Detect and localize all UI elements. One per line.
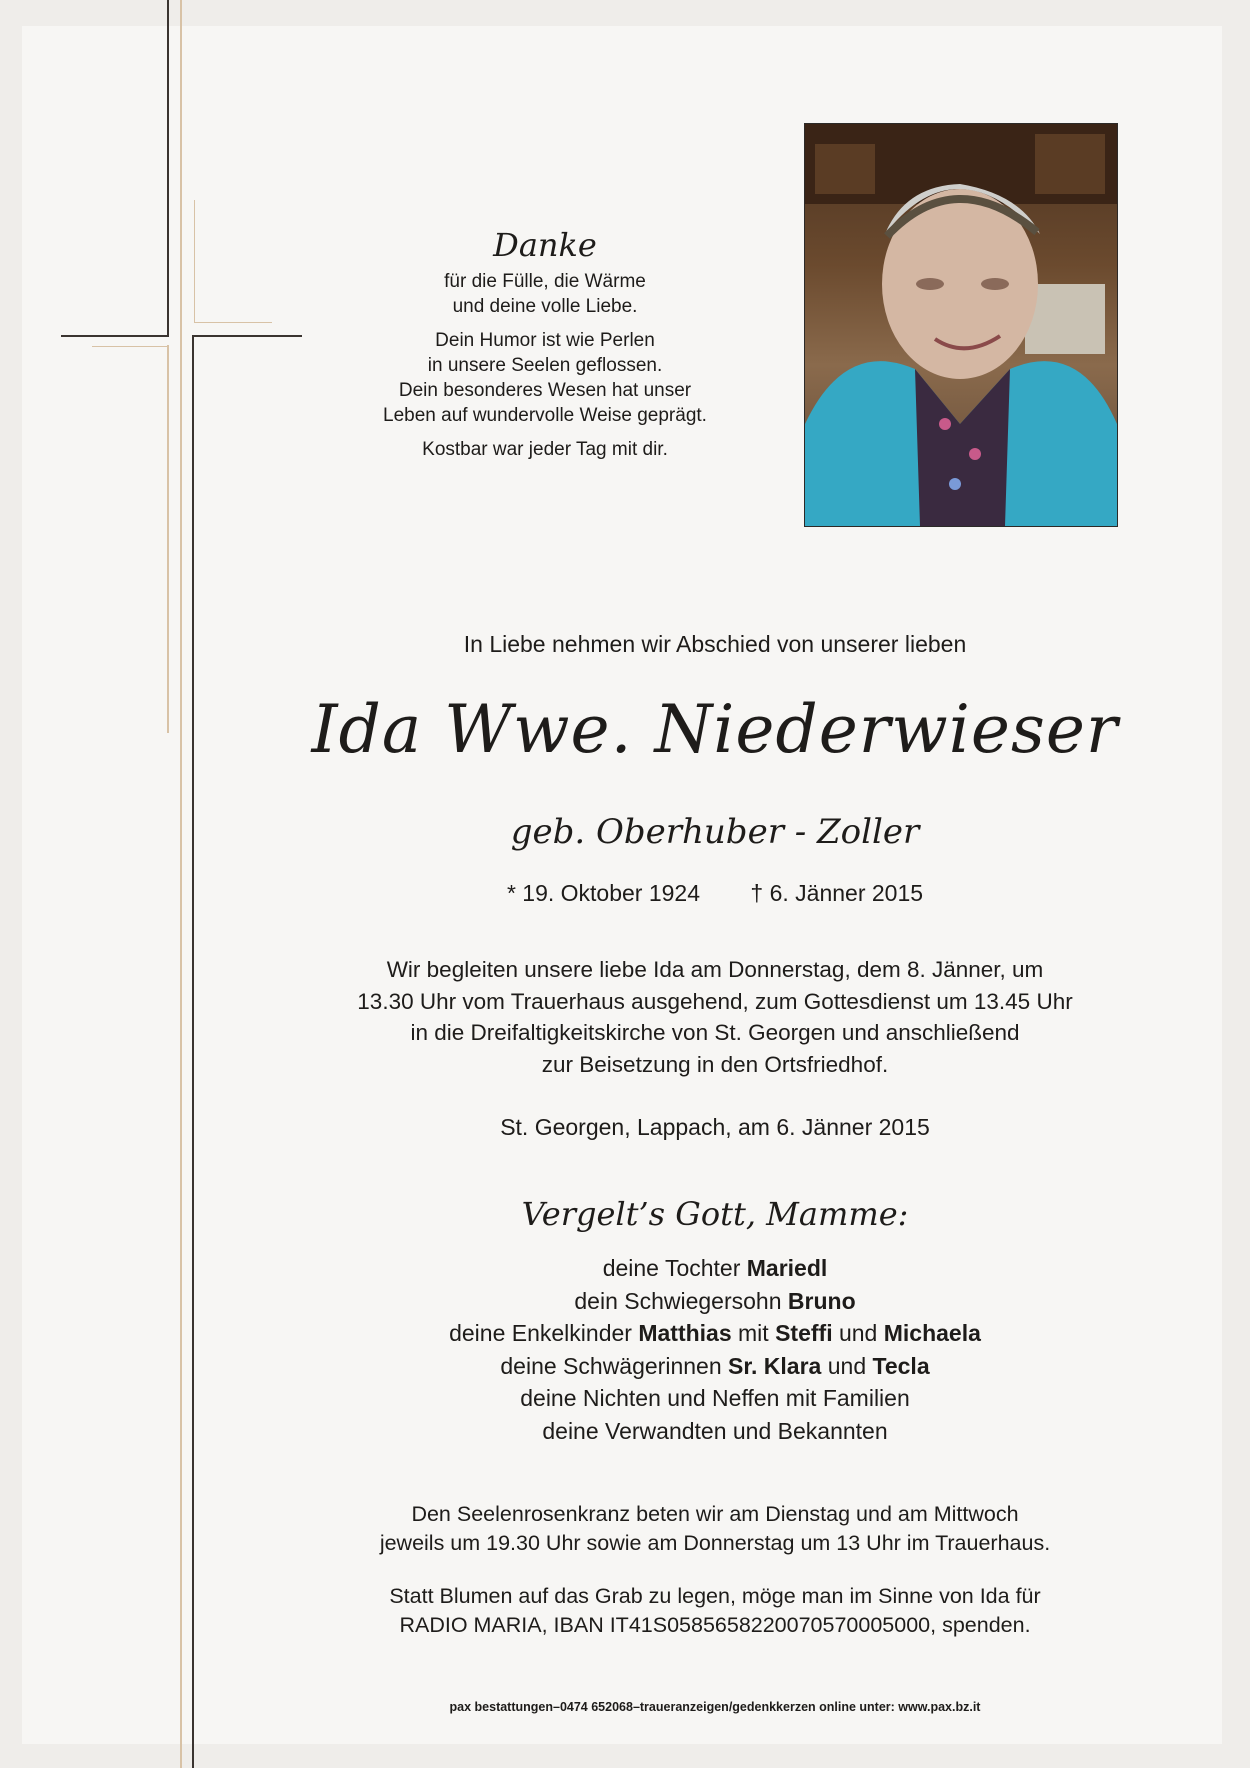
family-relation-text: und xyxy=(821,1352,873,1379)
family-member-name: Michaela xyxy=(883,1320,981,1346)
donation-notice xyxy=(330,1582,1100,1639)
family-relation-text: deine Schwägerinnen xyxy=(500,1352,728,1379)
poem-line: Kostbar war jeder Tag mit dir. xyxy=(422,439,668,460)
portrait-photo xyxy=(804,123,1118,527)
poem-line: Dein Humor ist wie Perlen xyxy=(435,330,655,351)
poem-line: für die Fülle, die Wärme xyxy=(444,271,646,292)
family-list xyxy=(330,1252,1100,1447)
intro-text: In Liebe nehmen wir Abschied von unserer lieben xyxy=(463,631,967,657)
family-relation-text: dein Schwiegersohn xyxy=(574,1287,788,1314)
donation-line: RADIO MARIA, IBAN IT41S0585658220070570005000, spenden. xyxy=(399,1612,1031,1637)
funeral-line: 13.30 Uhr vom Trauerhaus ausgehend, zum Gottesdienst um 13.45 Uhr xyxy=(357,988,1073,1014)
funeral-line: zur Beisetzung in den Ortsfriedhof. xyxy=(541,1051,889,1077)
place-date: St. Georgen, Lappach, am 6. Jänner 2015 xyxy=(500,1114,930,1140)
family-relation-text: deine Nichten und Neffen mit Familien xyxy=(520,1385,910,1411)
poem-line: Dein besonderes Wesen hat unser xyxy=(398,380,692,401)
family-member-name: Mariedl xyxy=(746,1255,828,1281)
poem-line: in unsere Seelen geflossen. xyxy=(427,355,663,376)
poem-stanza xyxy=(360,437,730,462)
birth-date: * 19. Oktober 1924 xyxy=(506,880,701,906)
family-line xyxy=(330,1350,1100,1383)
funeral-line: in die Dreifaltigkeitskirche von St. Georgen und anschließend xyxy=(410,1020,1020,1045)
maiden-name: geb. Oberhuber - Zoller xyxy=(510,812,920,852)
rosary-line: jeweils um 19.30 Uhr sowie am Donnerstag um 13 Uhr im Trauerhaus. xyxy=(379,1530,1051,1555)
family-relation-text: deine Verwandten und Bekannten xyxy=(542,1417,888,1444)
funeral-line: Wir begleiten unsere liebe Ida am Donnerstag, dem 8. Jänner, um xyxy=(386,957,1044,982)
family-member-name: Sr. Klara xyxy=(728,1352,822,1379)
family-relation-text: mit xyxy=(731,1320,776,1346)
poem-stanza xyxy=(360,269,730,319)
poem-line: Leben auf wundervolle Weise geprägt. xyxy=(383,405,707,426)
rosary-notice xyxy=(330,1500,1100,1557)
donation-line: Statt Blumen auf das Grab zu legen, möge man im Sinne von Ida für xyxy=(389,1584,1041,1608)
family-relation-text: deine Enkelkinder xyxy=(449,1320,639,1346)
funeral-notice xyxy=(330,954,1100,1080)
family-relation-text: deine Tochter xyxy=(602,1255,747,1281)
thanks-title: Vergelt’s Gott, Mamme: xyxy=(521,1195,909,1233)
danke-poem xyxy=(360,225,730,471)
deceased-name: Ida Wwe. Niederwieser xyxy=(311,691,1119,768)
family-line xyxy=(330,1317,1100,1350)
family-line xyxy=(330,1382,1100,1415)
family-member-name: Matthias xyxy=(638,1320,732,1346)
family-member-name: Tecla xyxy=(872,1352,930,1379)
family-member-name: Steffi xyxy=(775,1320,833,1346)
death-date: † 6. Jänner 2015 xyxy=(750,880,924,906)
poem-line: und deine volle Liebe. xyxy=(452,296,638,317)
family-member-name: Bruno xyxy=(787,1287,856,1314)
footer-credit: pax bestattungen–0474 652068–traueranzeigen/gedenkkerzen online unter: www.pax.bz.it xyxy=(449,1700,981,1714)
family-line xyxy=(330,1252,1100,1285)
life-dates xyxy=(380,880,1050,907)
family-line xyxy=(330,1415,1100,1448)
danke-title: Danke xyxy=(493,226,597,264)
family-relation-text: und xyxy=(832,1320,884,1346)
family-line xyxy=(330,1285,1100,1318)
poem-stanza xyxy=(360,328,730,428)
portrait-illustration xyxy=(805,124,1117,526)
rosary-line: Den Seelenrosenkranz beten wir am Dienstag und am Mittwoch xyxy=(411,1502,1019,1526)
